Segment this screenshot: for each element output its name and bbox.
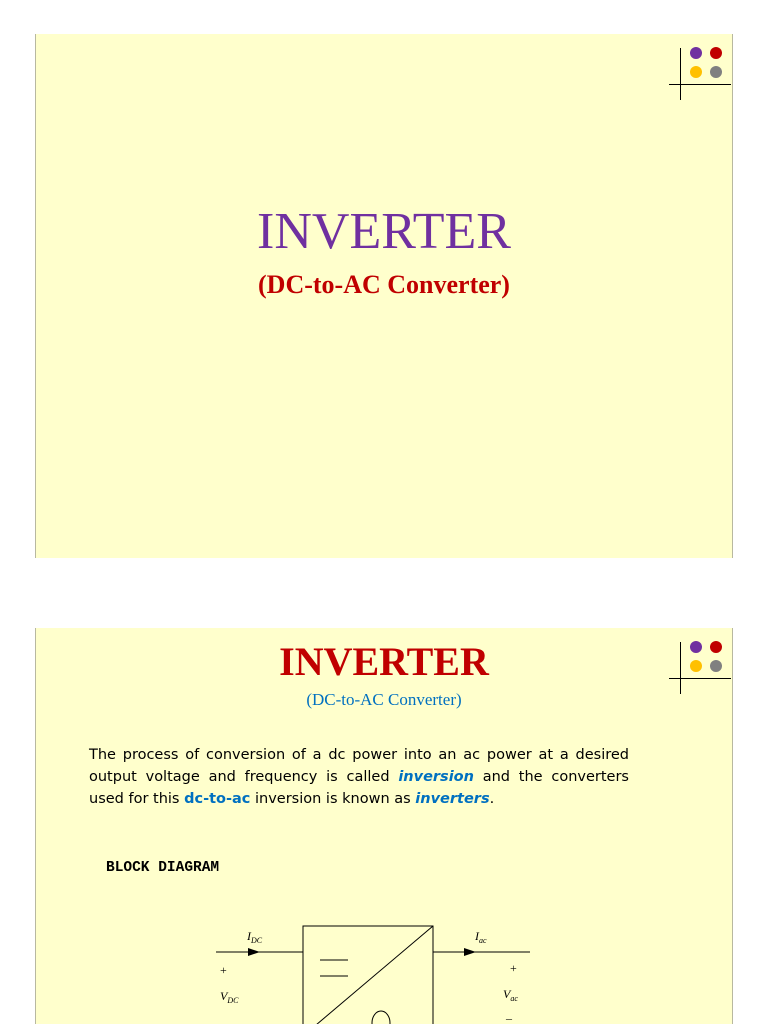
- logo-horizontal-line: [669, 84, 731, 85]
- label-i-dc: $I_{DC}$: [247, 929, 263, 945]
- label-v-ac: $V_{ac}$: [503, 987, 518, 1003]
- output-arrow: [464, 948, 476, 956]
- label-minus-right: –: [506, 1011, 512, 1024]
- logo-dot-purple: [690, 47, 702, 59]
- term-dc-to-ac: dc-to-ac: [184, 791, 251, 807]
- label-plus-right: +: [510, 961, 517, 975]
- logo-dot-red: [710, 47, 722, 59]
- paragraph-text: and the converters used for this: [89, 769, 629, 807]
- slide-title: INVERTER: [279, 639, 489, 684]
- term-inversion: inversion: [398, 769, 474, 785]
- slide-title: INVERTER: [257, 203, 511, 260]
- title-slide: [35, 34, 733, 558]
- label-plus-left: +: [220, 963, 227, 977]
- slide-subtitle: (DC-to-AC Converter): [258, 270, 510, 299]
- label-i-ac: $I_{ac}$: [475, 929, 487, 945]
- block-diagram-heading: BLOCK DIAGRAM: [106, 860, 220, 876]
- logo-vertical-line: [680, 48, 681, 100]
- paragraph-text: .: [489, 791, 495, 807]
- content-slide: [35, 628, 733, 1024]
- logo-dot-gray: [710, 66, 722, 78]
- definition-paragraph: [89, 744, 629, 810]
- input-arrow: [248, 948, 260, 956]
- logo-dot-yellow: [690, 66, 702, 78]
- block-diagram: [36, 918, 733, 1024]
- paragraph-text: inversion is known as: [250, 791, 416, 807]
- term-inverters: inverters: [415, 791, 490, 807]
- converter-box: [303, 926, 433, 1024]
- slide-subtitle: (DC-to-AC Converter): [306, 690, 462, 709]
- paragraph-text: The process of conversion of a dc power into an ac power at a desired output voltage and frequency is called: [89, 747, 629, 785]
- label-v-dc: $V_{DC}$: [220, 989, 239, 1005]
